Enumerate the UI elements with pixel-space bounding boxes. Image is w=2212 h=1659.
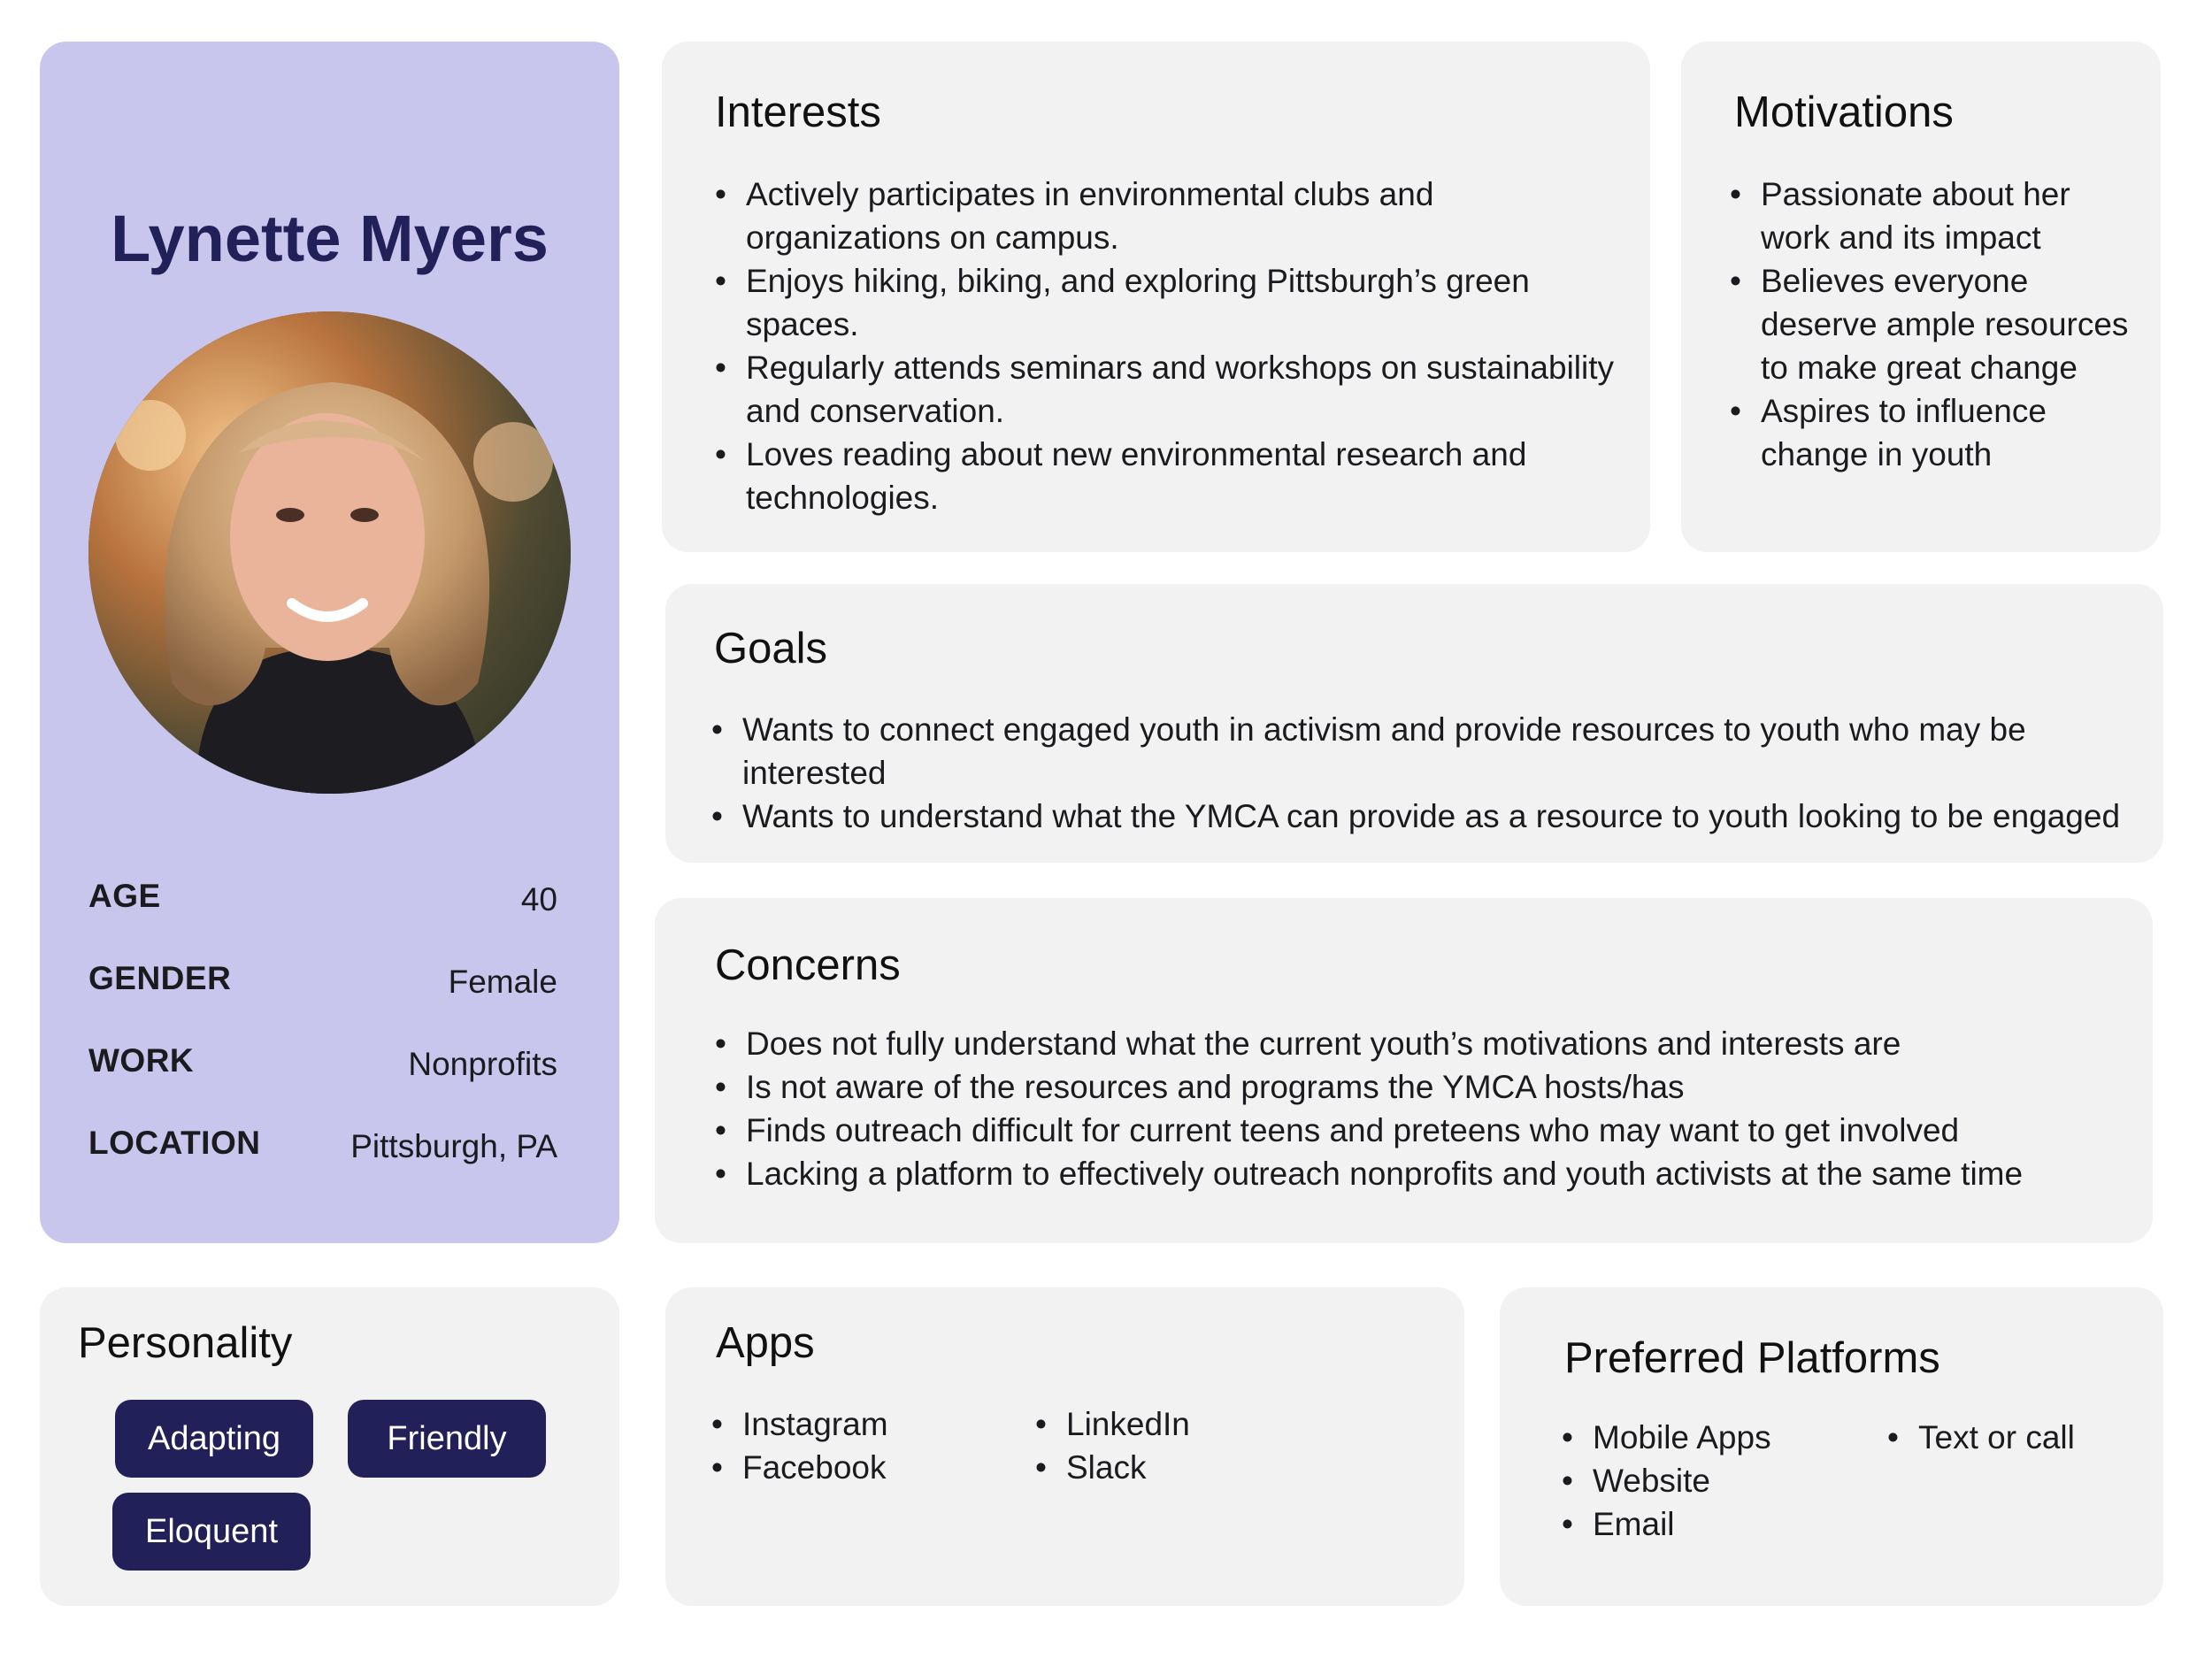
list-item: • Does not fully understand what the current youth’s motivations and interests are bbox=[715, 1022, 2131, 1065]
personality-title: Personality bbox=[78, 1319, 293, 1367]
list-item: • Wants to connect engaged youth in activism and provide resources to youth who may be interested bbox=[711, 708, 2127, 795]
detail-value: Pittsburgh, PA bbox=[350, 1128, 557, 1164]
list-item: • Passionate about her work and its impact bbox=[1730, 173, 2146, 259]
list-item: • Instagram bbox=[711, 1402, 1012, 1446]
personality-tag: Adapting bbox=[115, 1400, 313, 1478]
apps-list-col1 bbox=[711, 1402, 1012, 1489]
personality-card bbox=[40, 1287, 619, 1606]
list-item: • Enjoys hiking, biking, and exploring Pittsburgh’s green spaces. bbox=[715, 259, 1626, 346]
apps-card bbox=[665, 1287, 1464, 1606]
detail-label: WORK bbox=[88, 1042, 195, 1079]
platforms-card bbox=[1500, 1287, 2163, 1606]
concerns-title: Concerns bbox=[715, 941, 901, 989]
list-item: • Aspires to influence change in youth bbox=[1730, 389, 2146, 476]
detail-label: GENDER bbox=[88, 960, 232, 996]
list-item: • Slack bbox=[1035, 1446, 1336, 1489]
detail-age bbox=[88, 878, 557, 931]
apps-title: Apps bbox=[716, 1319, 815, 1367]
goals-card bbox=[665, 584, 2163, 863]
goals-list bbox=[711, 708, 2127, 838]
personality-tag: Friendly bbox=[348, 1400, 546, 1478]
list-item: • Mobile Apps bbox=[1562, 1416, 1863, 1459]
list-item: • Wants to understand what the YMCA can provide as a resource to youth looking to be engaged bbox=[711, 795, 2127, 838]
interests-card bbox=[662, 42, 1650, 552]
apps-list-col2 bbox=[1035, 1402, 1336, 1489]
list-item: • Believes everyone deserve ample resources to make great change bbox=[1730, 259, 2146, 389]
profile-card bbox=[40, 42, 619, 1243]
motivations-title: Motivations bbox=[1734, 88, 1954, 136]
platforms-list-col2 bbox=[1887, 1416, 2153, 1459]
interests-list bbox=[715, 173, 1626, 519]
concerns-list bbox=[715, 1022, 2131, 1195]
platforms-list-col1 bbox=[1562, 1416, 1863, 1546]
list-item: • Finds outreach difficult for current teens and preteens who may want to get involved bbox=[715, 1109, 2131, 1152]
list-item: • Facebook bbox=[711, 1446, 1012, 1489]
motivations-list bbox=[1730, 173, 2146, 476]
list-item: • LinkedIn bbox=[1035, 1402, 1336, 1446]
detail-value: Female bbox=[448, 964, 557, 1000]
detail-value: Nonprofits bbox=[408, 1046, 557, 1082]
list-item: • Website bbox=[1562, 1459, 1863, 1502]
list-item: • Lacking a platform to effectively outreach nonprofits and youth activists at the same time bbox=[715, 1152, 2131, 1195]
concerns-card bbox=[655, 898, 2153, 1243]
person-portrait-icon bbox=[88, 311, 571, 794]
list-item: • Actively participates in environmental clubs and organizations on campus. bbox=[715, 173, 1626, 259]
platforms-title: Preferred Platforms bbox=[1564, 1334, 1940, 1382]
list-item: • Email bbox=[1562, 1502, 1863, 1546]
goals-title: Goals bbox=[714, 625, 828, 672]
persona-name: Lynette Myers bbox=[111, 202, 549, 275]
detail-label: LOCATION bbox=[88, 1125, 261, 1161]
detail-value: 40 bbox=[520, 881, 557, 918]
detail-gender bbox=[88, 960, 557, 1013]
motivations-card bbox=[1681, 42, 2161, 552]
list-item: • Regularly attends seminars and workshops on sustainability and conservation. bbox=[715, 346, 1626, 433]
detail-label: AGE bbox=[88, 878, 161, 914]
personality-tag: Eloquent bbox=[112, 1493, 311, 1571]
interests-title: Interests bbox=[715, 88, 881, 136]
detail-location bbox=[88, 1125, 557, 1178]
list-item: • Loves reading about new environmental research and technologies. bbox=[715, 433, 1626, 519]
detail-work bbox=[88, 1042, 557, 1095]
list-item: • Is not aware of the resources and programs the YMCA hosts/has bbox=[715, 1065, 2131, 1109]
avatar bbox=[88, 311, 571, 794]
list-item: • Text or call bbox=[1887, 1416, 2153, 1459]
